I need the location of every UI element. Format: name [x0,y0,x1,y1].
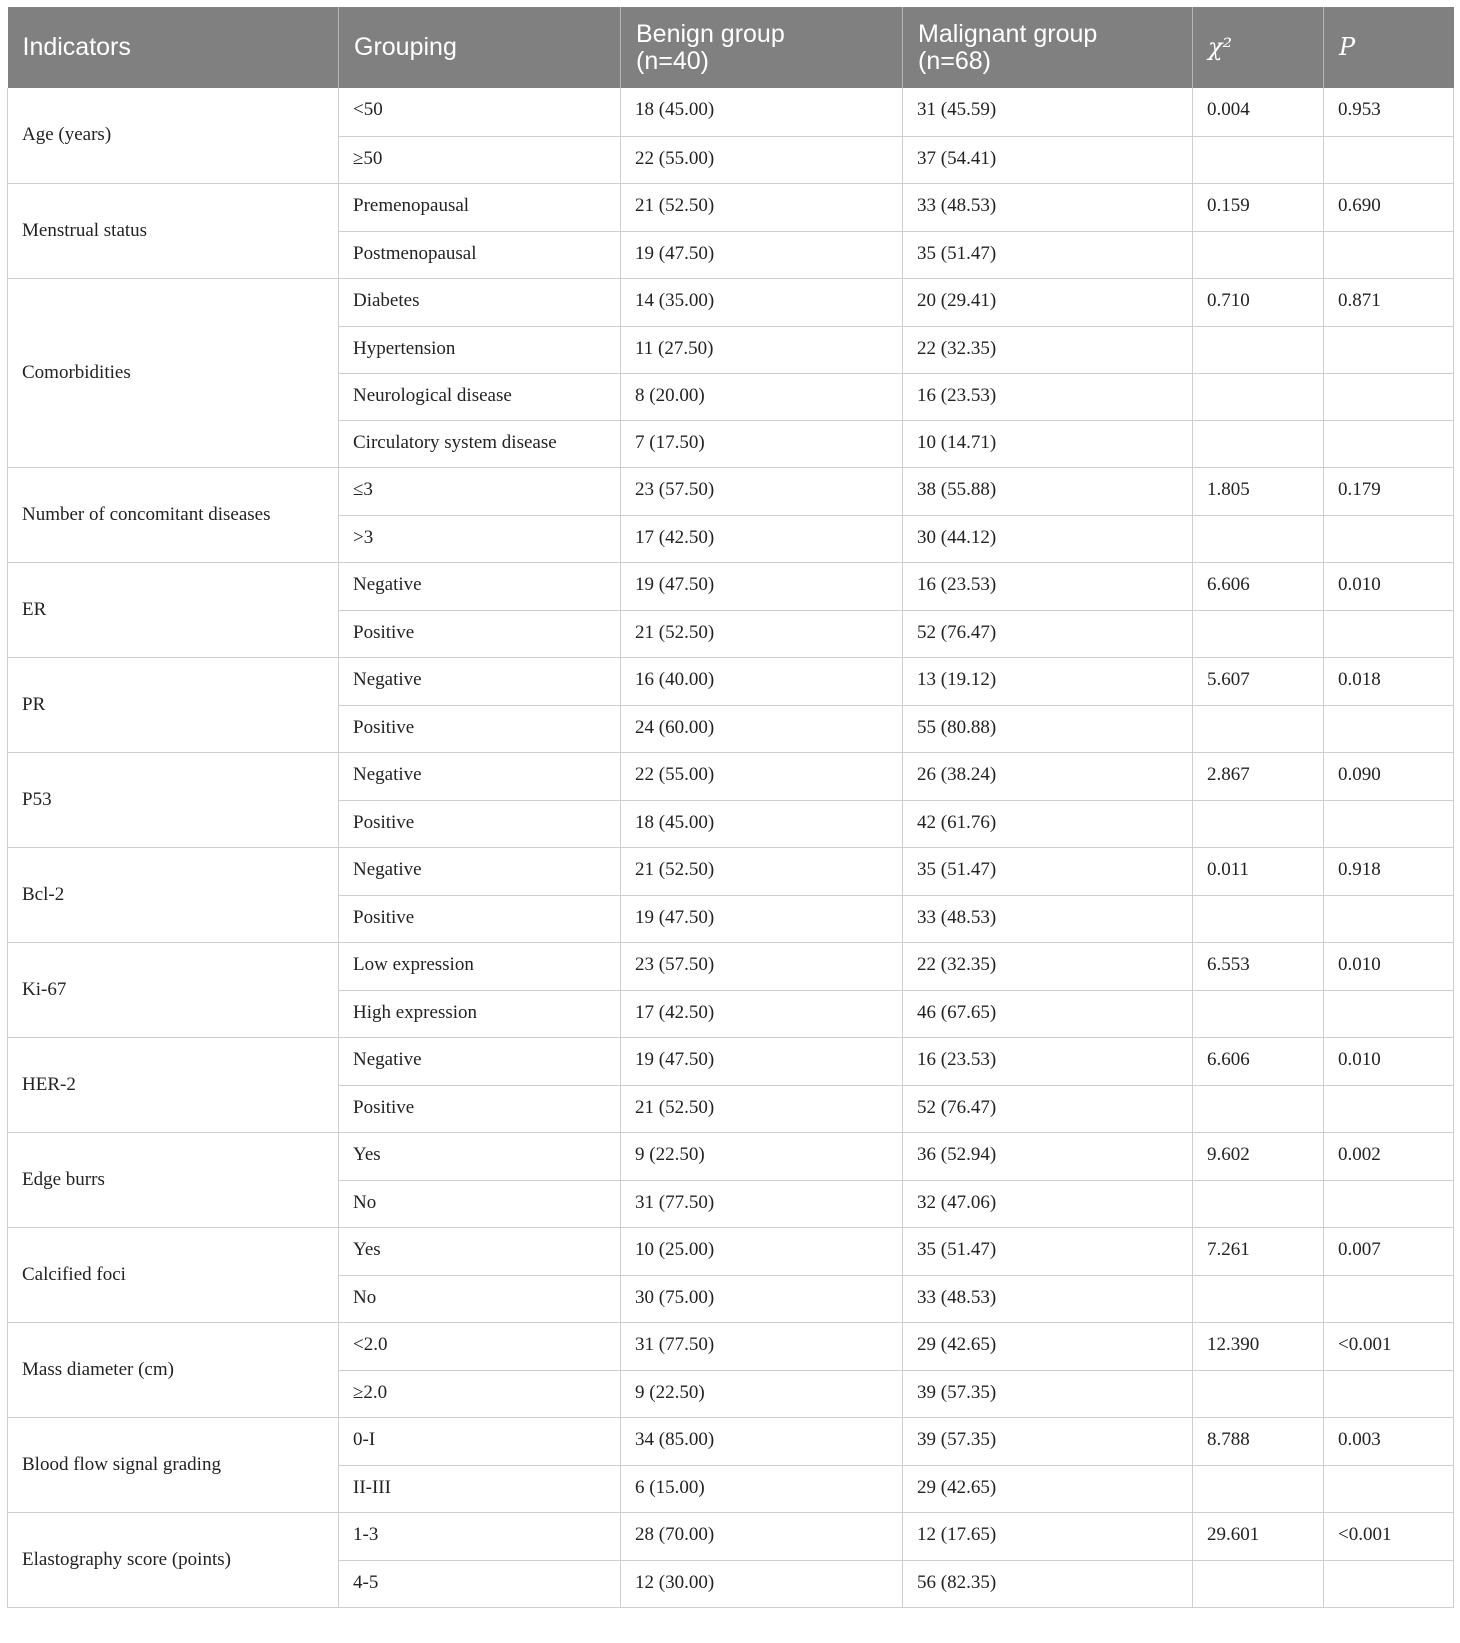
p-value-cell [1324,420,1454,467]
chi-square-cell [1193,800,1324,847]
chi-square-cell [1193,373,1324,420]
chi-square-cell: 6.606 [1193,1037,1324,1085]
benign-cell: 7 (17.50) [621,420,903,467]
benign-cell: 19 (47.50) [621,1037,903,1085]
header-indicators: Indicators [8,7,339,88]
benign-cell: 11 (27.50) [621,326,903,373]
indicator-cell: ER [8,562,339,657]
header-malignant-n: (n=68) [918,46,991,75]
grouping-cell: Negative [339,657,621,705]
benign-cell: 22 (55.00) [621,752,903,800]
header-chi-square: χ² [1193,7,1324,88]
p-value-cell: 0.918 [1324,847,1454,895]
grouping-cell: No [339,1275,621,1322]
malignant-cell: 37 (54.41) [903,136,1193,183]
benign-cell: 6 (15.00) [621,1465,903,1512]
header-p-value: P [1324,7,1454,88]
p-value-cell [1324,800,1454,847]
header-malignant-label: Malignant group [918,19,1098,48]
malignant-cell: 16 (23.53) [903,1037,1193,1085]
malignant-cell: 56 (82.35) [903,1560,1193,1607]
grouping-cell: Neurological disease [339,373,621,420]
chi-square-cell: 0.011 [1193,847,1324,895]
p-value-cell: <0.001 [1324,1512,1454,1560]
malignant-cell: 42 (61.76) [903,800,1193,847]
chi-square-cell: 12.390 [1193,1322,1324,1370]
benign-cell: 24 (60.00) [621,705,903,752]
indicator-cell: Number of concomitant diseases [8,467,339,562]
chi-square-cell [1193,420,1324,467]
table-container [7,7,1453,1608]
malignant-cell: 13 (19.12) [903,657,1193,705]
grouping-cell: Premenopausal [339,183,621,231]
header-benign-n: (n=40) [636,46,709,75]
grouping-cell: Positive [339,705,621,752]
chi-square-cell [1193,136,1324,183]
malignant-cell: 38 (55.88) [903,467,1193,515]
header-malignant [903,7,1193,88]
table-row [8,278,1454,326]
p-value-cell [1324,610,1454,657]
malignant-cell: 16 (23.53) [903,562,1193,610]
header-grouping: Grouping [339,7,621,88]
benign-cell: 28 (70.00) [621,1512,903,1560]
benign-cell: 31 (77.50) [621,1322,903,1370]
chi-square-cell [1193,1370,1324,1417]
table-row [8,467,1454,515]
chi-square-cell [1193,231,1324,278]
p-value-cell: 0.953 [1324,88,1454,136]
chi-square-cell: 9.602 [1193,1132,1324,1180]
grouping-cell: High expression [339,990,621,1037]
p-value-cell [1324,373,1454,420]
chi-square-cell [1193,1180,1324,1227]
chi-square-cell [1193,1560,1324,1607]
grouping-cell: Negative [339,562,621,610]
p-value-cell: 0.179 [1324,467,1454,515]
benign-cell: 19 (47.50) [621,895,903,942]
benign-cell: 14 (35.00) [621,278,903,326]
chi-square-cell [1193,1465,1324,1512]
grouping-cell: Diabetes [339,278,621,326]
malignant-cell: 35 (51.47) [903,847,1193,895]
malignant-cell: 55 (80.88) [903,705,1193,752]
grouping-cell: No [339,1180,621,1227]
p-value-cell: <0.001 [1324,1322,1454,1370]
benign-cell: 21 (52.50) [621,847,903,895]
table-row [8,657,1454,705]
benign-cell: 9 (22.50) [621,1370,903,1417]
header-row [8,7,1454,88]
benign-cell: 22 (55.00) [621,136,903,183]
benign-cell: 18 (45.00) [621,88,903,136]
malignant-cell: 52 (76.47) [903,1085,1193,1132]
grouping-cell: <50 [339,88,621,136]
grouping-cell: >3 [339,515,621,562]
benign-cell: 10 (25.00) [621,1227,903,1275]
p-value-cell: 0.010 [1324,562,1454,610]
chi-square-cell [1193,1275,1324,1322]
chi-square-cell: 1.805 [1193,467,1324,515]
malignant-cell: 39 (57.35) [903,1370,1193,1417]
indicator-cell: PR [8,657,339,752]
chi-square-cell: 0.710 [1193,278,1324,326]
grouping-cell: Postmenopausal [339,231,621,278]
table-row [8,88,1454,136]
grouping-cell: Positive [339,1085,621,1132]
malignant-cell: 39 (57.35) [903,1417,1193,1465]
indicator-cell: Elastography score (points) [8,1512,339,1607]
table-row [8,1322,1454,1370]
grouping-cell: Negative [339,1037,621,1085]
indicator-cell: Menstrual status [8,183,339,278]
malignant-cell: 22 (32.35) [903,326,1193,373]
malignant-cell: 29 (42.65) [903,1322,1193,1370]
chi-square-cell [1193,326,1324,373]
p-value-cell [1324,1465,1454,1512]
grouping-cell: Low expression [339,942,621,990]
grouping-cell: 0-I [339,1417,621,1465]
benign-cell: 16 (40.00) [621,657,903,705]
table-row [8,752,1454,800]
p-value-cell [1324,1560,1454,1607]
benign-cell: 21 (52.50) [621,1085,903,1132]
p-value-cell [1324,326,1454,373]
indicator-cell: Edge burrs [8,1132,339,1227]
chi-square-cell [1193,990,1324,1037]
grouping-cell: Negative [339,752,621,800]
table-row [8,1037,1454,1085]
p-value-cell [1324,1370,1454,1417]
benign-cell: 9 (22.50) [621,1132,903,1180]
benign-cell: 17 (42.50) [621,990,903,1037]
malignant-cell: 12 (17.65) [903,1512,1193,1560]
indicator-cell: Bcl-2 [8,847,339,942]
p-value-cell: 0.010 [1324,942,1454,990]
indicator-cell: HER-2 [8,1037,339,1132]
malignant-cell: 22 (32.35) [903,942,1193,990]
p-value-cell [1324,1180,1454,1227]
table-header [8,7,1454,88]
indicator-cell: Age (years) [8,88,339,183]
p-value-cell [1324,231,1454,278]
chi-square-cell [1193,705,1324,752]
chi-square-cell [1193,895,1324,942]
chi-square-cell [1193,1085,1324,1132]
benign-cell: 23 (57.50) [621,467,903,515]
chi-square-cell: 5.607 [1193,657,1324,705]
benign-cell: 12 (30.00) [621,1560,903,1607]
grouping-cell: 4-5 [339,1560,621,1607]
grouping-cell: Positive [339,800,621,847]
table-row [8,1417,1454,1465]
header-benign [621,7,903,88]
malignant-cell: 35 (51.47) [903,231,1193,278]
p-value-cell: 0.090 [1324,752,1454,800]
benign-cell: 19 (47.50) [621,231,903,278]
header-benign-label: Benign group [636,19,785,48]
p-value-cell: 0.010 [1324,1037,1454,1085]
malignant-cell: 29 (42.65) [903,1465,1193,1512]
malignant-cell: 20 (29.41) [903,278,1193,326]
grouping-cell: ≥50 [339,136,621,183]
grouping-cell: Yes [339,1132,621,1180]
table-row [8,1512,1454,1560]
benign-cell: 21 (52.50) [621,183,903,231]
malignant-cell: 52 (76.47) [903,610,1193,657]
benign-cell: 19 (47.50) [621,562,903,610]
table-row [8,562,1454,610]
chi-square-cell: 7.261 [1193,1227,1324,1275]
malignant-cell: 33 (48.53) [903,895,1193,942]
p-value-cell [1324,990,1454,1037]
malignant-cell: 31 (45.59) [903,88,1193,136]
malignant-cell: 16 (23.53) [903,373,1193,420]
grouping-cell: II-III [339,1465,621,1512]
table-row [8,847,1454,895]
chi-square-cell: 0.004 [1193,88,1324,136]
benign-cell: 31 (77.50) [621,1180,903,1227]
chi-square-cell [1193,515,1324,562]
grouping-cell: Circulatory system disease [339,420,621,467]
grouping-cell: Positive [339,895,621,942]
p-value-cell: 0.007 [1324,1227,1454,1275]
grouping-cell: 1-3 [339,1512,621,1560]
malignant-cell: 33 (48.53) [903,183,1193,231]
indicator-cell: Blood flow signal grading [8,1417,339,1512]
malignant-cell: 36 (52.94) [903,1132,1193,1180]
benign-cell: 34 (85.00) [621,1417,903,1465]
benign-cell: 21 (52.50) [621,610,903,657]
p-value-cell [1324,895,1454,942]
p-value-cell: 0.002 [1324,1132,1454,1180]
chi-square-cell: 6.606 [1193,562,1324,610]
indicator-cell: Comorbidities [8,278,339,467]
table-row [8,1227,1454,1275]
benign-cell: 17 (42.50) [621,515,903,562]
p-value-cell: 0.003 [1324,1417,1454,1465]
malignant-cell: 32 (47.06) [903,1180,1193,1227]
chi-square-cell [1193,610,1324,657]
malignant-cell: 35 (51.47) [903,1227,1193,1275]
malignant-cell: 46 (67.65) [903,990,1193,1037]
p-value-cell [1324,1085,1454,1132]
chi-square-cell: 8.788 [1193,1417,1324,1465]
p-value-cell [1324,136,1454,183]
grouping-cell: Yes [339,1227,621,1275]
table-row [8,183,1454,231]
p-value-cell: 0.690 [1324,183,1454,231]
benign-cell: 18 (45.00) [621,800,903,847]
benign-cell: 8 (20.00) [621,373,903,420]
grouping-cell: <2.0 [339,1322,621,1370]
p-value-cell [1324,515,1454,562]
benign-cell: 23 (57.50) [621,942,903,990]
grouping-cell: ≤3 [339,467,621,515]
indicator-cell: P53 [8,752,339,847]
grouping-cell: Hypertension [339,326,621,373]
chi-square-cell: 0.159 [1193,183,1324,231]
malignant-cell: 26 (38.24) [903,752,1193,800]
data-table [7,7,1454,1608]
malignant-cell: 10 (14.71) [903,420,1193,467]
chi-square-cell: 6.553 [1193,942,1324,990]
grouping-cell: ≥2.0 [339,1370,621,1417]
benign-cell: 30 (75.00) [621,1275,903,1322]
chi-square-cell: 2.867 [1193,752,1324,800]
table-row [8,1132,1454,1180]
table-row [8,942,1454,990]
p-value-cell [1324,1275,1454,1322]
table-body [8,88,1454,1607]
grouping-cell: Negative [339,847,621,895]
p-value-cell: 0.871 [1324,278,1454,326]
p-value-cell: 0.018 [1324,657,1454,705]
p-value-cell [1324,705,1454,752]
chi-square-cell: 29.601 [1193,1512,1324,1560]
indicator-cell: Mass diameter (cm) [8,1322,339,1417]
grouping-cell: Positive [339,610,621,657]
malignant-cell: 33 (48.53) [903,1275,1193,1322]
indicator-cell: Calcified foci [8,1227,339,1322]
indicator-cell: Ki-67 [8,942,339,1037]
malignant-cell: 30 (44.12) [903,515,1193,562]
